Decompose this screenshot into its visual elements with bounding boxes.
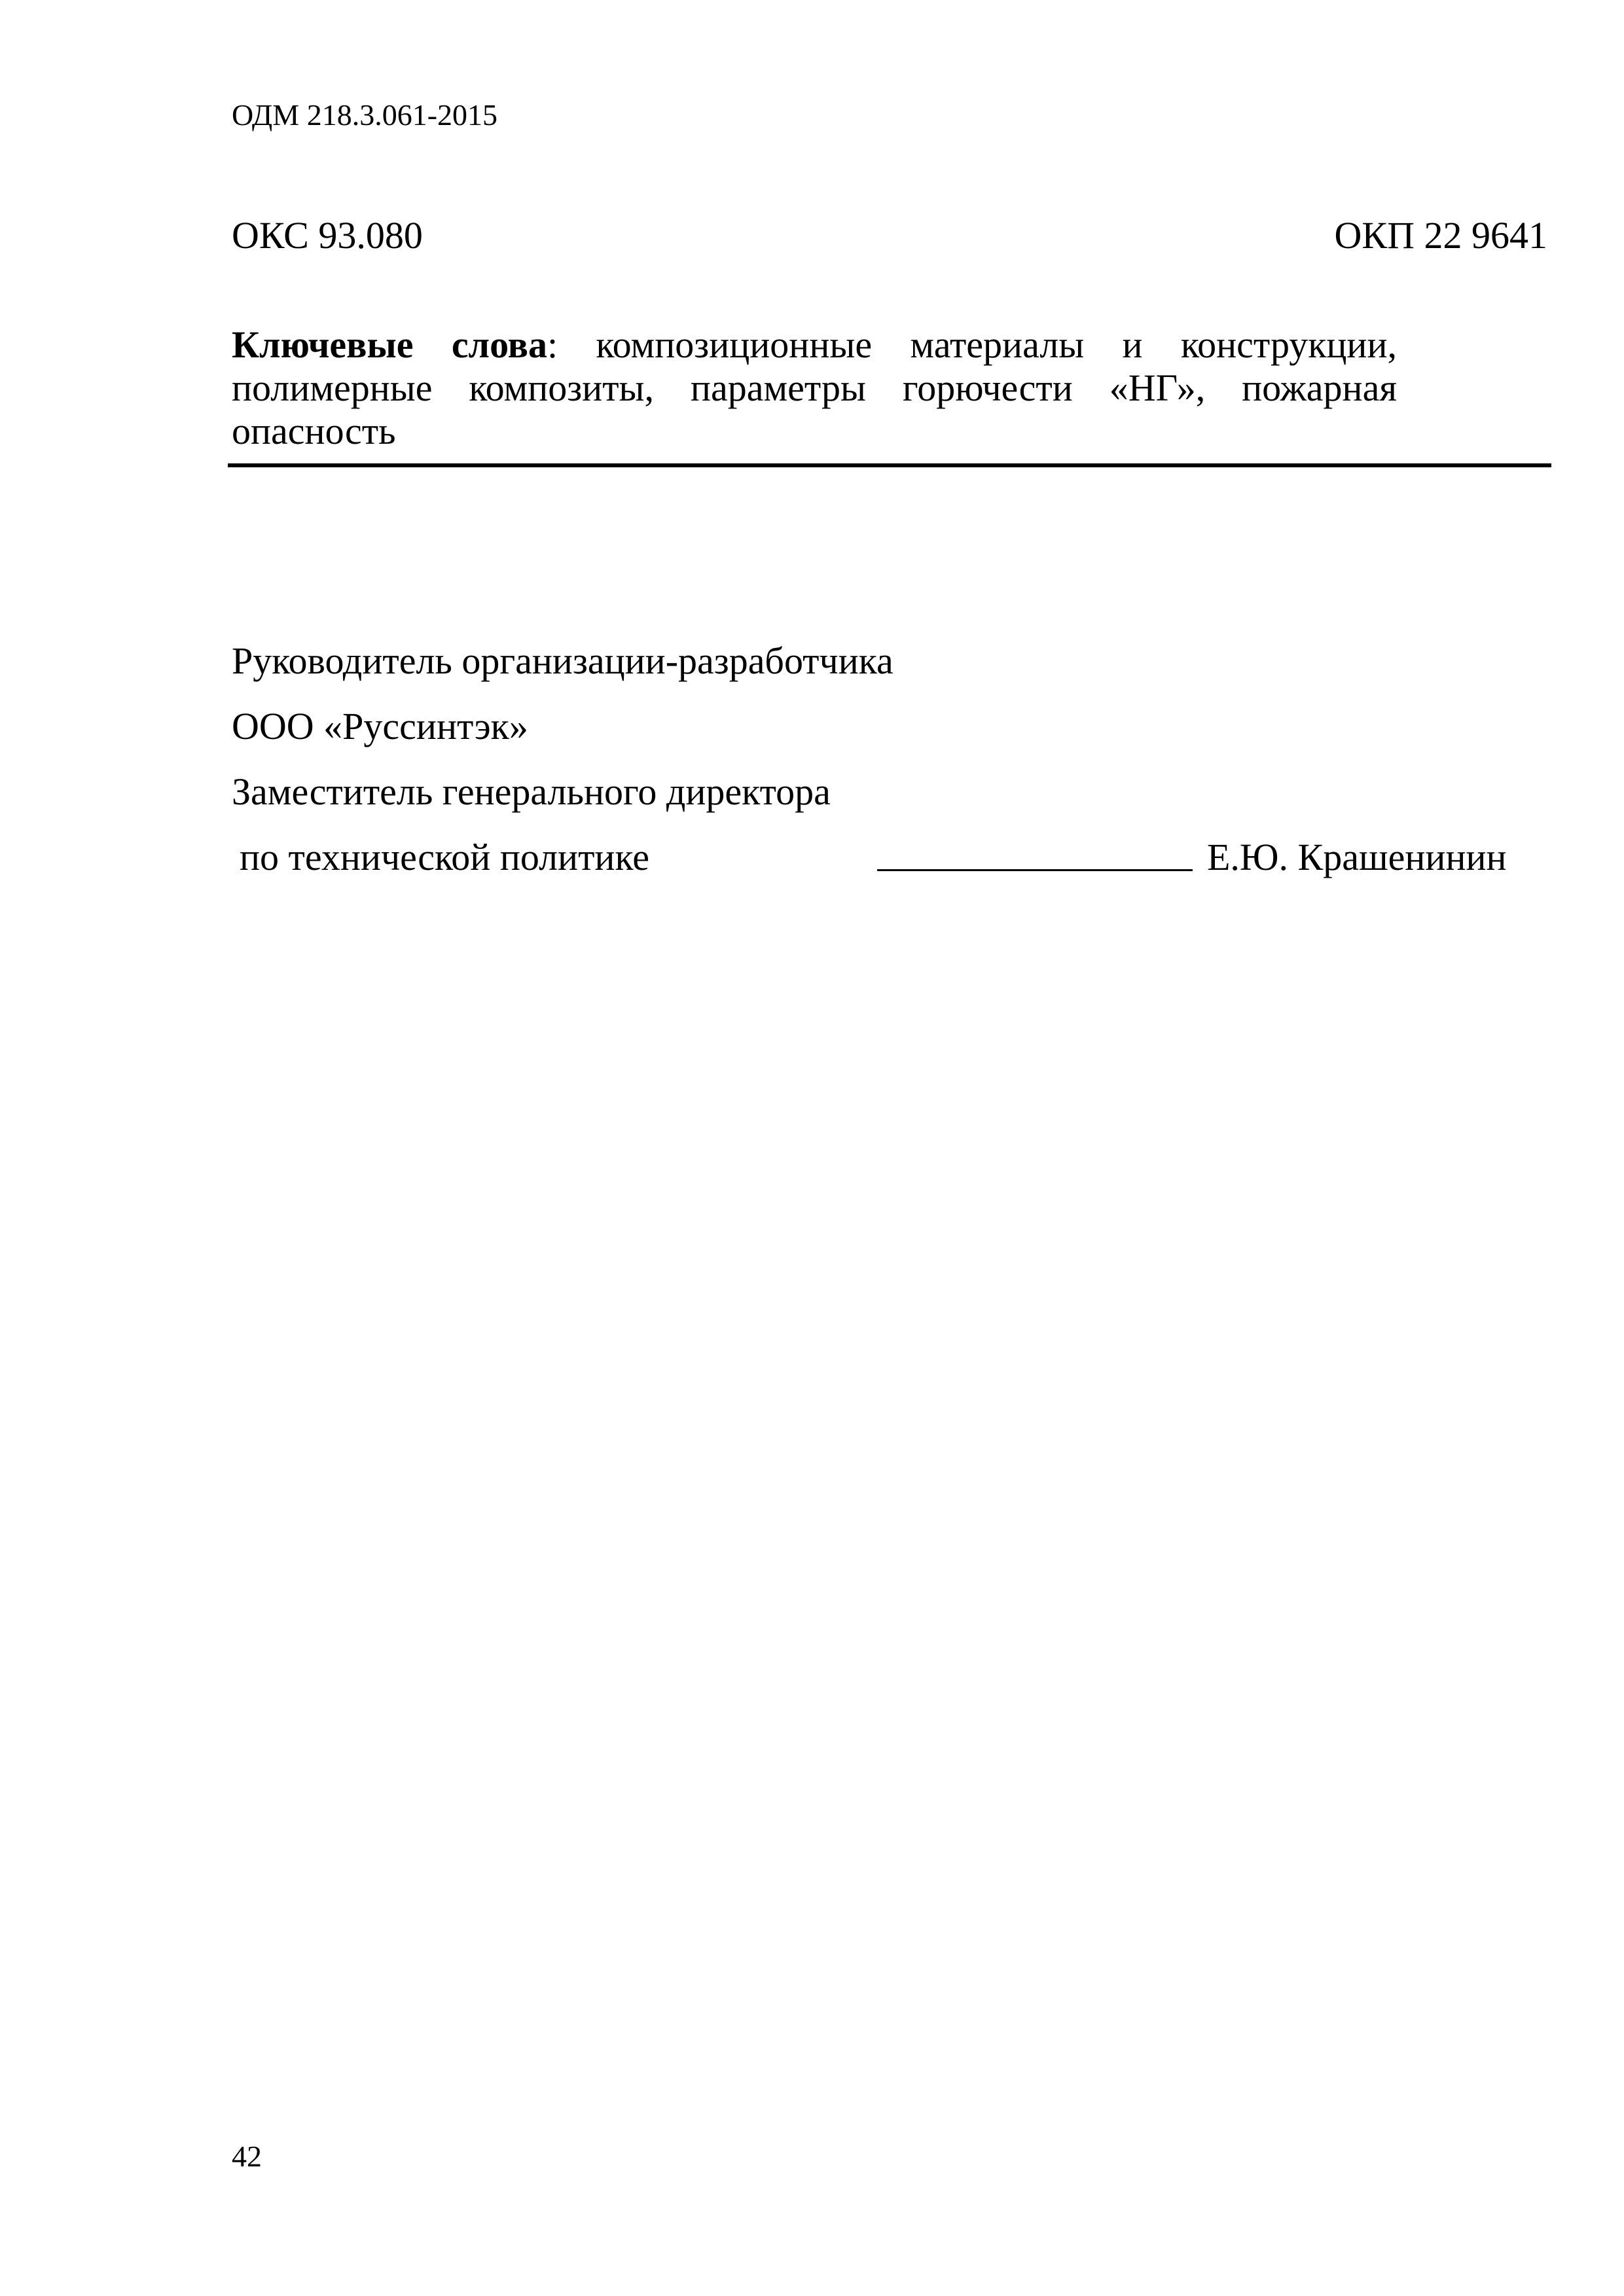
signer-name: Е.Ю. Крашенинин [1207,836,1507,878]
classification-codes [232,209,1547,262]
horizontal-rule [228,463,1551,467]
keywords-label: Ключевые слова [232,323,547,366]
signature-position-line-2: Заместитель генерального директора [232,770,831,813]
signature-position-line-1: Руководитель организации-разработчика [232,639,893,682]
okp-code: ОКП 22 9641 [1334,214,1547,257]
keywords-text: композиционные материалы и конструкции, полимерные композиты, параметры горючести «НГ», пожарная опасность [232,323,1397,452]
keywords-separator: : [547,323,558,366]
keywords-paragraph [232,323,1397,453]
oks-code: ОКС 93.080 [232,214,423,257]
document-code: ОДМ 218.3.061-2015 [232,98,498,132]
page-number: 42 [232,2140,262,2173]
signature-blank-line [877,869,1193,871]
signature-position-line-3: по технической политике [240,836,649,878]
signature-organization: ООО «Руссинтэк» [232,705,528,747]
